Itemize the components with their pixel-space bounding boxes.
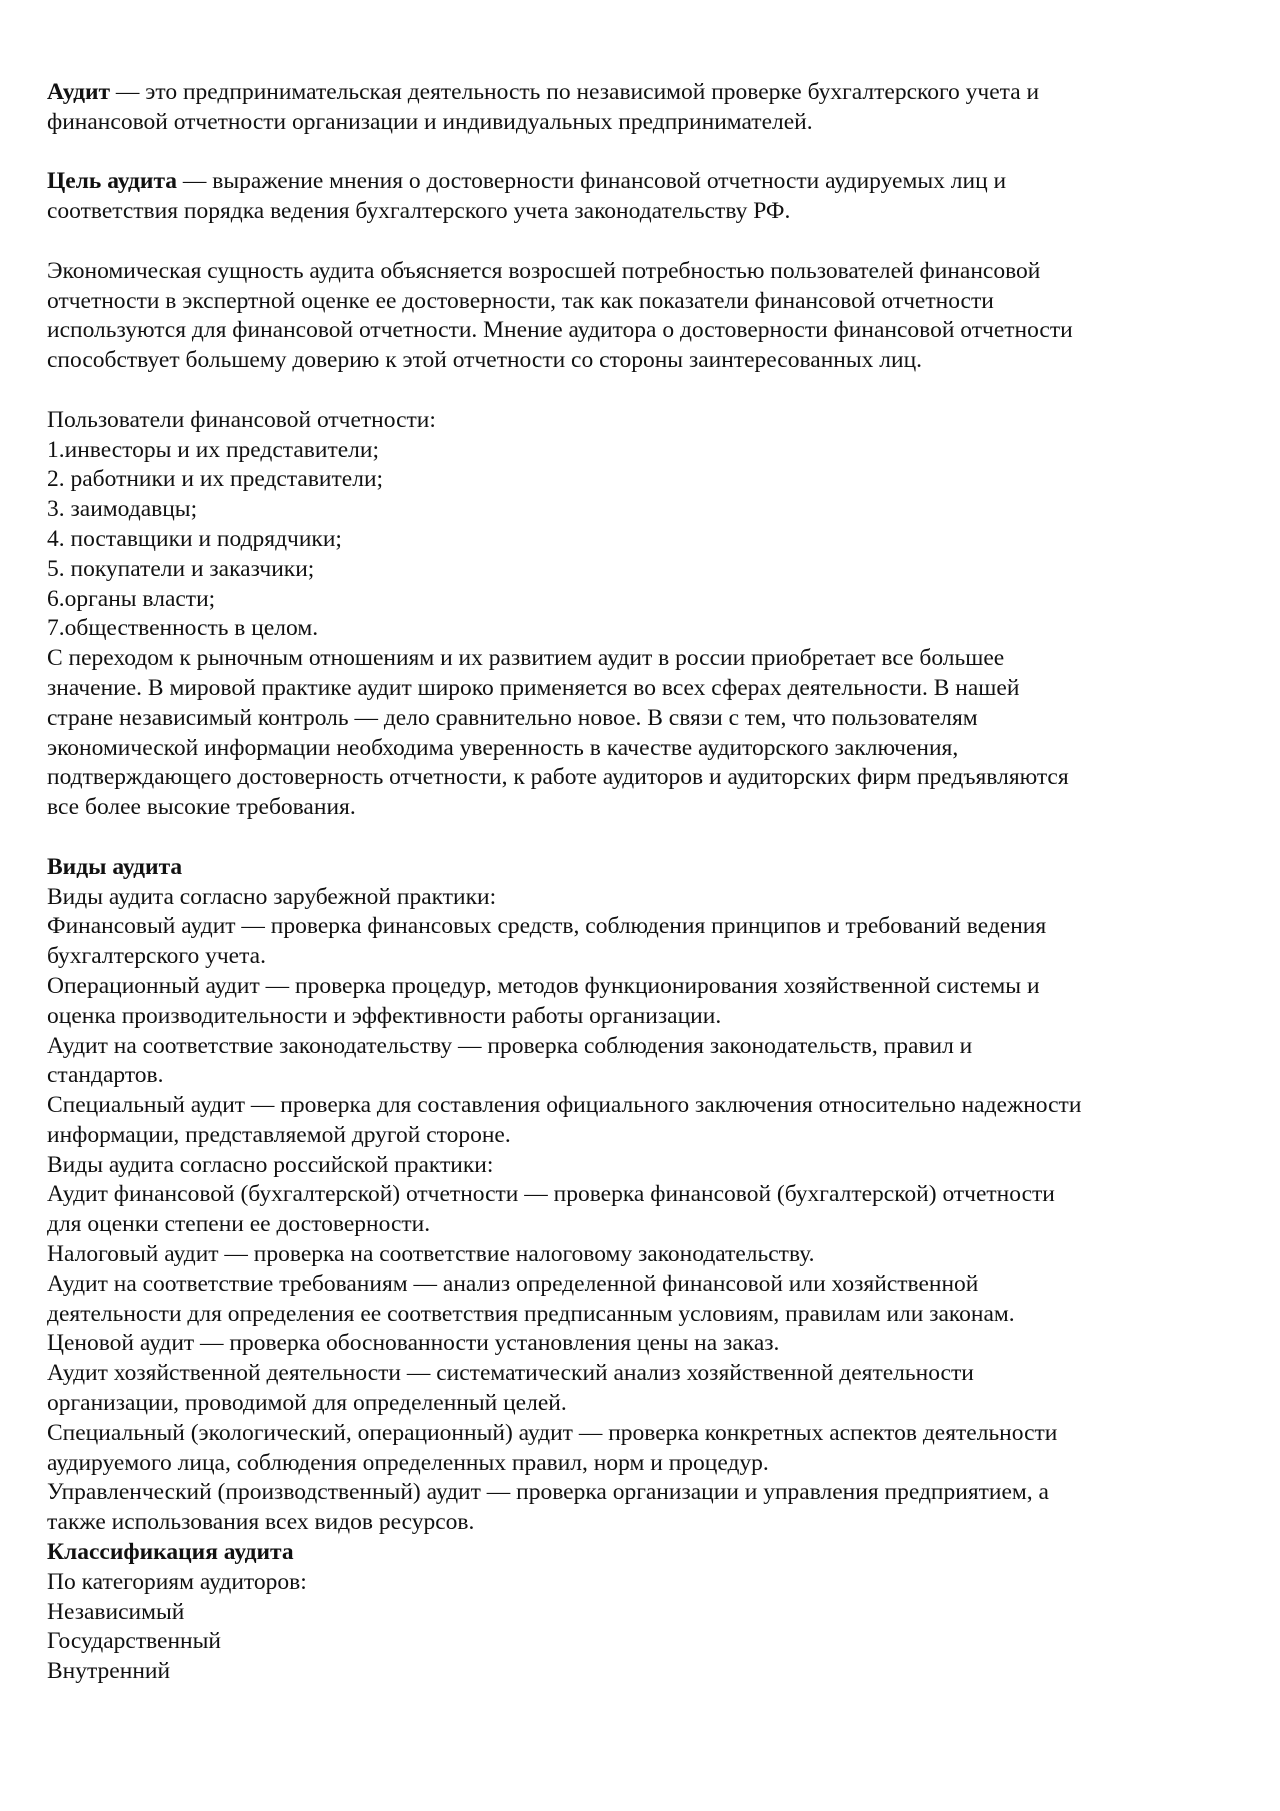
types-heading-text: Виды аудита (47, 853, 183, 880)
paragraph-line: способствует большему доверию к этой отчетности со стороны заинтересованных лиц. (47, 347, 923, 374)
intro-definition-line-2: финансовой отчетности организации и индивидуальных предпринимателей. (47, 108, 813, 135)
paragraph-line: значение. В мировой практике аудит широко применяется во всех сферах деятельности. В нашей (47, 674, 1020, 701)
paragraph-line: Аудит финансовой (бухгалтерской) отчетности — проверка финансовой (бухгалтерской) отчетности (47, 1181, 1055, 1208)
paragraph-line: подтверждающего достоверность отчетности, к работе аудиторов и аудиторских фирм предъявляются (47, 764, 1069, 791)
essence-paragraph (47, 257, 1247, 376)
paragraph-line: отчетности в экспертной оценке ее достоверности, так как показатели финансовой отчетности (47, 287, 994, 314)
list-item: 3. заимодавцы; (47, 496, 198, 523)
goal-definition-text: — выражение мнения о достоверности финансовой отчетности аудируемых лиц и (177, 168, 1007, 195)
paragraph-line: используются для финансовой отчетности. Мнение аудитора о достоверности финансовой отчетности (47, 317, 1073, 344)
intro-term: Аудит (47, 79, 111, 105)
paragraph-line: бухгалтерского учета. (47, 943, 266, 970)
paragraph-line: Аудит хозяйственной деятельности — систематический анализ хозяйственной деятельности (47, 1360, 974, 1387)
spacer (47, 823, 1247, 853)
list-item: Независимый (47, 1598, 185, 1625)
intro-definition-text: — это предпринимательская деятельность по независимой проверке бухгалтерского учета и (110, 79, 1040, 105)
list-item: 5. покупатели и заказчики; (47, 555, 315, 582)
paragraph-line: стандартов. (47, 1062, 164, 1089)
goal-term: Цель аудита (47, 168, 178, 195)
paragraph-line: аудируемого лица, соблюдения определенных правил, норм и процедур. (47, 1449, 769, 1476)
paragraph-line: С переходом к рыночным отношениям и их развитием аудит в россии приобретает все большее (47, 645, 1005, 672)
spacer (47, 227, 1247, 257)
list-item: 4. поставщики и подрядчики; (47, 525, 342, 552)
paragraph-line: Налоговый аудит — проверка на соответствие налоговому законодательству. (47, 1241, 815, 1268)
paragraph-line: экономической информации необходима уверенность в качестве аудиторского заключения, (47, 734, 959, 761)
paragraph-line: для оценки степени ее достоверности. (47, 1211, 431, 1238)
paragraph-line: Виды аудита согласно зарубежной практики: (47, 883, 497, 910)
paragraph-line: Финансовый аудит — проверка финансовых средств, соблюдения принципов и требований ведения (47, 913, 1047, 940)
paragraph-line: оценка производительности и эффективности работы организации. (47, 1002, 722, 1029)
paragraph-line: Специальный (экологический, операционный) аудит — проверка конкретных аспектов деятельности (47, 1419, 1058, 1446)
paragraph-line: информации, представляемой другой стороне. (47, 1121, 511, 1148)
market-paragraph (47, 644, 1247, 823)
paragraph-line: Управленческий (производственный) аудит — проверка организации и управления предприятием, а (47, 1479, 1049, 1506)
list-item: Государственный (47, 1628, 221, 1655)
list-item: 1.инвесторы и их представители; (47, 436, 379, 463)
paragraph-line: стране независимый контроль — дело сравнительно новое. В связи с тем, что пользователям (47, 704, 978, 731)
users-section (47, 406, 1247, 644)
document-page (47, 78, 1247, 1687)
paragraph-line: деятельности для определения ее соответствия предписанным условиям, правилам или законам. (47, 1300, 1015, 1327)
paragraph-line: Операционный аудит — проверка процедур, методов функционирования хозяйственной системы и (47, 972, 1040, 999)
spacer (47, 376, 1247, 406)
list-item: 6.органы власти; (47, 585, 216, 612)
paragraph-line: Ценовой аудит — проверка обоснованности установления цены на заказ. (47, 1330, 780, 1357)
types-section (47, 853, 1247, 1538)
types-heading (47, 853, 1247, 883)
spacer (47, 138, 1247, 168)
list-item: 7.общественность в целом. (47, 615, 319, 642)
goal-definition-line-1 (47, 167, 1247, 197)
goal-definition-line-2: соответствия порядка ведения бухгалтерского учета законодательству РФ. (47, 198, 791, 225)
list-item: 2. работники и их представители; (47, 466, 384, 493)
classification-heading (47, 1538, 1247, 1568)
paragraph-line: Экономическая сущность аудита объясняется возросшей потребностью пользователей финансовой (47, 257, 1041, 284)
paragraph-line: также использования всех видов ресурсов. (47, 1509, 475, 1536)
paragraph-line: Аудит на соответствие требованиям — анализ определенной финансовой или хозяйственной (47, 1270, 979, 1297)
users-heading: Пользователи финансовой отчетности: (47, 406, 436, 433)
paragraph-line: По категориям аудиторов: (47, 1568, 307, 1595)
list-item: Внутренний (47, 1658, 171, 1685)
classification-heading-text: Классификация аудита (47, 1539, 294, 1566)
paragraph-line: Аудит на соответствие законодательству — проверка соблюдения законодательств, правил и (47, 1032, 973, 1059)
paragraph-line: все более высокие требования. (47, 794, 356, 821)
intro-definition-line-1 (47, 78, 1247, 108)
paragraph-line: Специальный аудит — проверка для составления официального заключения относительно надежности (47, 1092, 1082, 1119)
paragraph-line: организации, проводимой для определенный целей. (47, 1390, 567, 1417)
paragraph-line: Виды аудита согласно российской практики: (47, 1151, 494, 1178)
classification-section (47, 1538, 1247, 1687)
